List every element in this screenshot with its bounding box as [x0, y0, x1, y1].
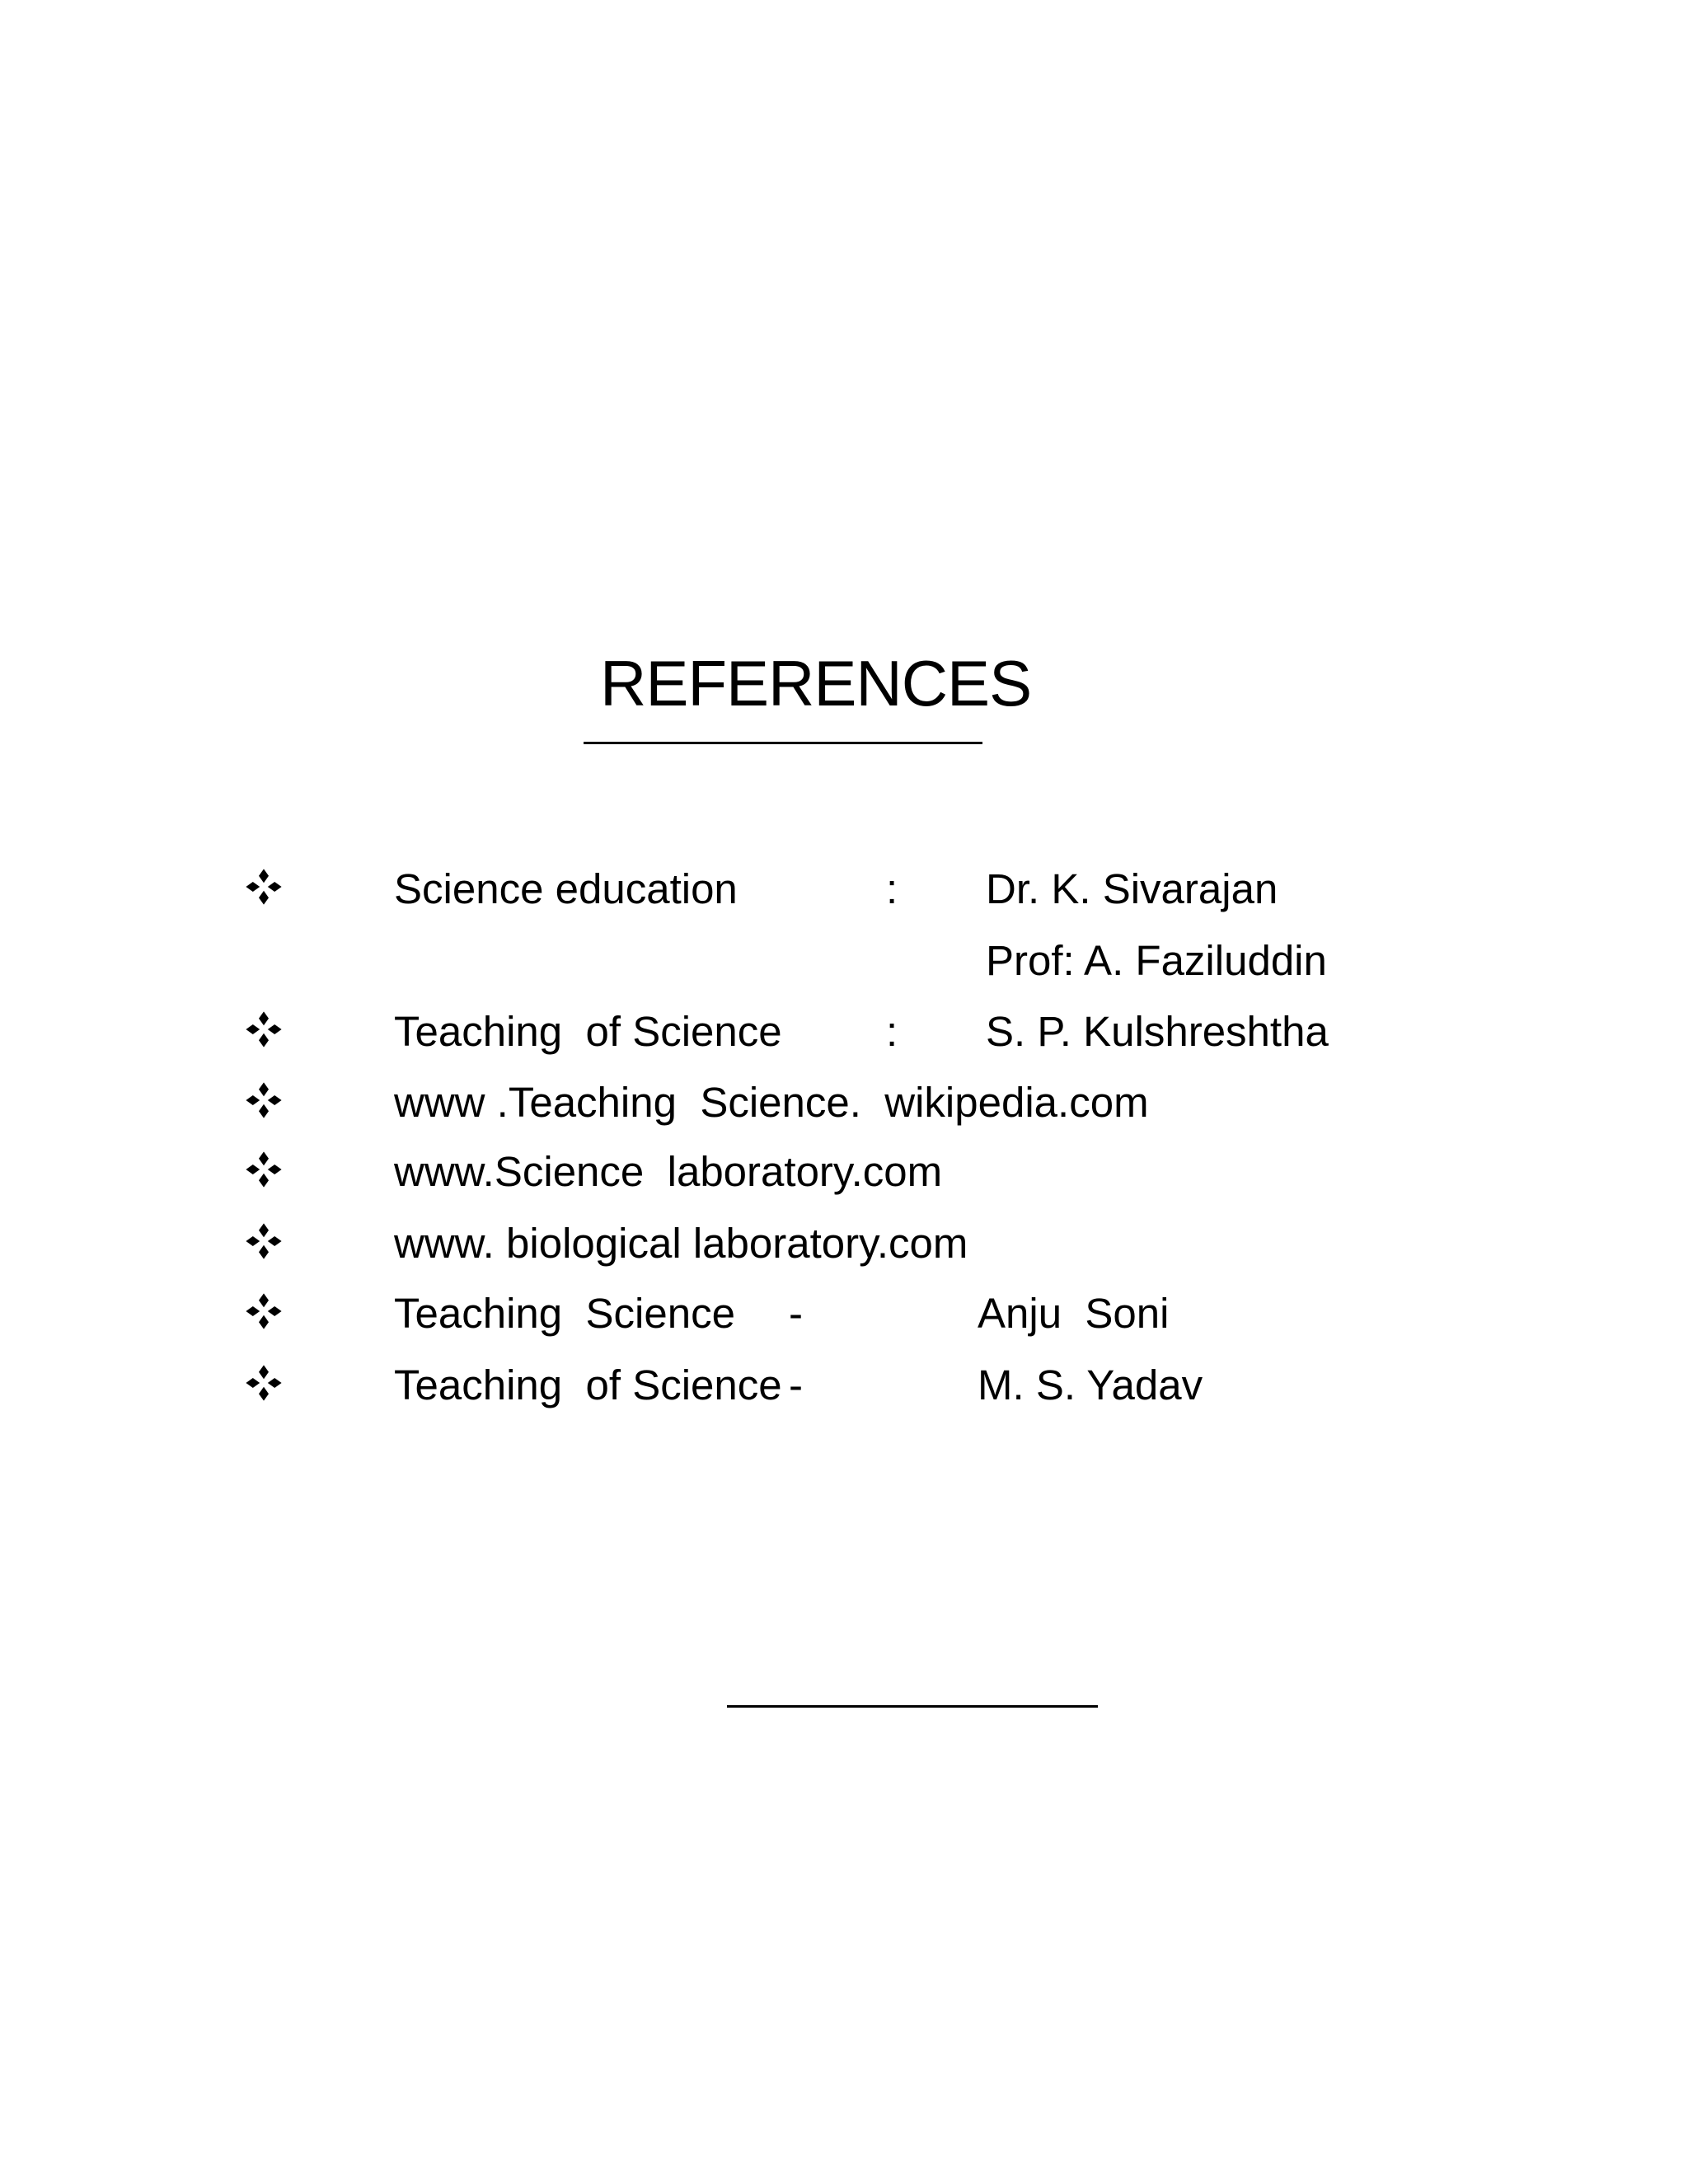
- reference-separator: -: [789, 1290, 803, 1337]
- title-underline: [584, 742, 982, 744]
- reference-title: Teaching of Science: [394, 1008, 782, 1055]
- reference-title: Science education: [394, 865, 738, 912]
- reference-author: Anju Soni: [978, 1290, 1170, 1337]
- reference-author: Prof: A. Faziluddin: [986, 937, 1327, 984]
- reference-author: S. P. Kulshreshtha: [986, 1008, 1329, 1055]
- reference-item: [0, 1003, 1688, 1069]
- four-petal-diamond-icon: [244, 1363, 284, 1403]
- reference-title: www .Teaching Science. wikipedia.com: [394, 1079, 1149, 1126]
- reference-item: [0, 1143, 1688, 1209]
- reference-title: www.Science laboratory.com: [394, 1148, 943, 1195]
- reference-author: Dr. K. Sivarajan: [986, 865, 1278, 912]
- reference-title: www. biological laboratory.com: [394, 1220, 968, 1267]
- reference-item-continuation: [0, 932, 1688, 998]
- closing-rule: [727, 1705, 1098, 1708]
- reference-item: [0, 1215, 1688, 1281]
- reference-item: [0, 1357, 1688, 1422]
- four-petal-diamond-icon: [244, 1150, 284, 1189]
- reference-item: [0, 1285, 1688, 1351]
- reference-separator: -: [789, 1361, 803, 1408]
- reference-separator: :: [886, 1008, 898, 1055]
- reference-separator: :: [886, 865, 898, 912]
- four-petal-diamond-icon: [244, 1080, 284, 1120]
- four-petal-diamond-icon: [244, 1291, 284, 1331]
- four-petal-diamond-icon: [244, 1010, 284, 1049]
- page-title: REFERENCES: [600, 647, 1032, 719]
- reference-item: [0, 860, 1688, 926]
- four-petal-diamond-icon: [244, 1221, 284, 1261]
- reference-title: Teaching of Science: [394, 1361, 782, 1408]
- reference-author: M. S. Yadav: [978, 1361, 1203, 1408]
- four-petal-diamond-icon: [244, 867, 284, 907]
- reference-title: Teaching Science: [394, 1290, 735, 1337]
- reference-item: [0, 1074, 1688, 1140]
